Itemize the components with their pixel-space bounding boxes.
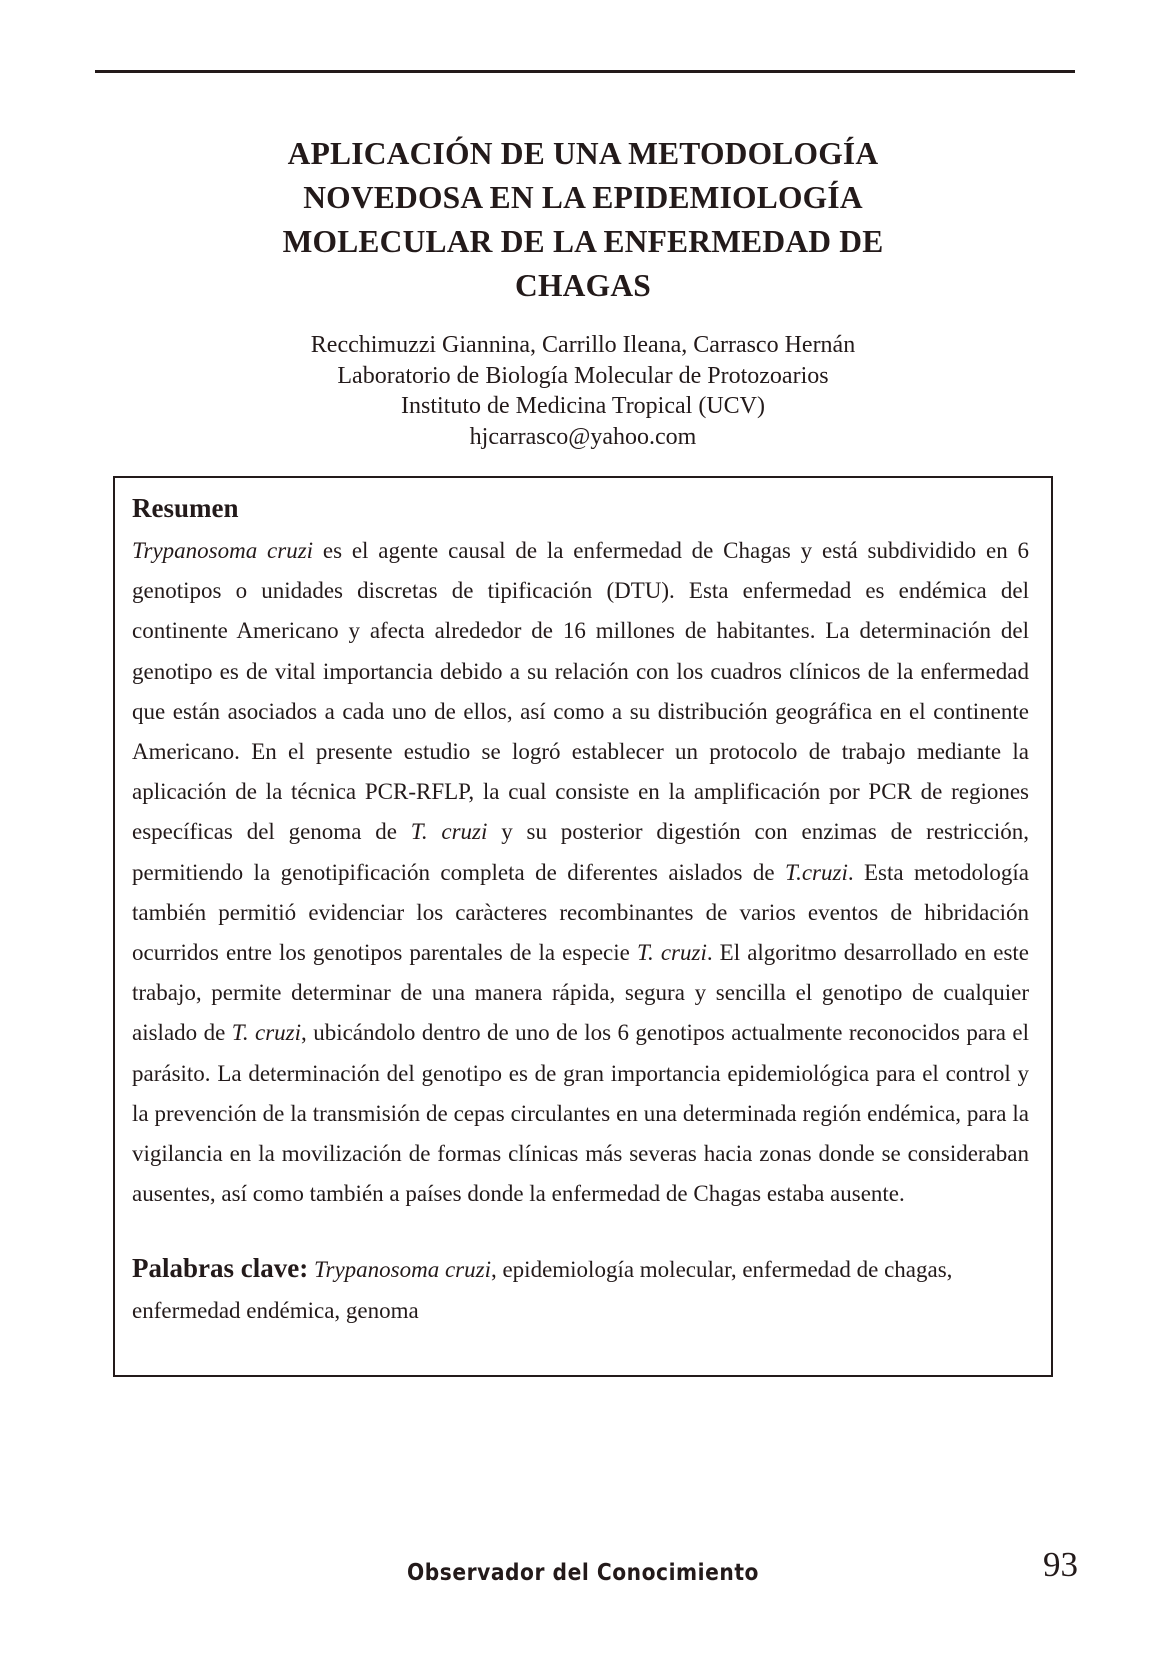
- page-title: [183, 132, 983, 308]
- footer-journal-title: Observador del Conocimiento: [407, 1560, 759, 1586]
- abstract-heading: Resumen: [132, 493, 239, 523]
- abstract-text-4: . El algoritmo desarrollado en este trabajo, permite determinar de una manera rápida, segura y sencilla el genotipo de cualquier aislado de: [132, 940, 1029, 1046]
- abstract-text-5: , ubicándolo dentro de uno de los 6 genotipos actualmente reconocidos para el parásito. La determinación del genotipo es de gran importancia epidemiológica para el control y la prevención de la transmisión de cepas circulantes en una determinada región endémica, para la vigilancia en la movilización de formas clínicas más severas hacia zonas donde se consideraban ausentes, así como también a países donde la enfermedad de Chagas estaba ausente.: [132, 1020, 1030, 1207]
- abstract-text-2: y su posterior digestión con enzimas de restricción, permitiendo la genotipificación completa de diferentes aislados de: [132, 819, 1029, 885]
- header-rule: [95, 70, 1075, 73]
- title-line-4: CHAGAS: [515, 268, 651, 303]
- author-names: Recchimuzzi Giannina, Carrillo Ileana, Carrasco Hernán: [310, 332, 856, 358]
- title-line-1: APLICACIÓN DE UNA METODOLOGÍA: [287, 136, 879, 171]
- keyword-species: Trypanosoma cruzi: [313, 1257, 491, 1283]
- affiliation-lab: Laboratorio de Biología Molecular de Protozoarios: [337, 362, 829, 389]
- species-name-2: T.cruzi: [785, 859, 848, 885]
- species-name-3: T. cruzi: [636, 940, 707, 966]
- keywords-paragraph: [132, 1248, 1029, 1330]
- keywords-label: Palabras clave:: [132, 1253, 309, 1284]
- author-email: hjcarrasco@yahoo.com: [469, 423, 697, 450]
- keywords-list: , epidemiología molecular, enfermedad de chagas, enfermedad endémica, genoma: [132, 1257, 953, 1323]
- abstract-box: [113, 476, 1053, 1377]
- title-line-3: MOLECULAR DE LA ENFERMEDAD DE: [282, 224, 884, 259]
- species-name-lead: Trypanosoma cruzi: [132, 538, 314, 563]
- abstract-text-3: . Esta metodología también permitió evidenciar los caràcteres recombinantes de varios eventos de hibridación ocurridos entre los genotipos parentales de la especie: [132, 859, 1030, 966]
- species-name-4: T. cruzi: [231, 1020, 302, 1046]
- affiliation-institute: Instituto de Medicina Tropical (UCV): [401, 393, 765, 419]
- species-name-1: T. cruzi: [410, 819, 488, 845]
- author-affiliation-block: [183, 330, 983, 452]
- title-line-2: NOVEDOSA EN LA EPIDEMIOLOGÍA: [303, 180, 863, 215]
- page-number: 93: [1043, 1545, 1078, 1584]
- abstract-text-1: es el agente causal de la enfermedad de Chagas y está subdividido en 6 genotipos o unidades discretas de tipificación (DTU). Esta enfermedad es endémica del continente Americano y afecta alrededor de 16 millones de habitantes. La determinación del genotipo es de vital importancia debido a su relación con los cuadros clínicos de la enfermedad que están asociados a cada uno de ellos, así como a su distribución geográfica en el continente Americano. En el presente estudio se logró establecer un protocolo de trabajo mediante la aplicación de la técnica PCR-RFLP, la cual consiste en la amplificación por PCR de regiones específicas del genoma de: [132, 538, 1030, 845]
- abstract-content: [115, 478, 1051, 1331]
- abstract-paragraph: [132, 531, 1029, 1214]
